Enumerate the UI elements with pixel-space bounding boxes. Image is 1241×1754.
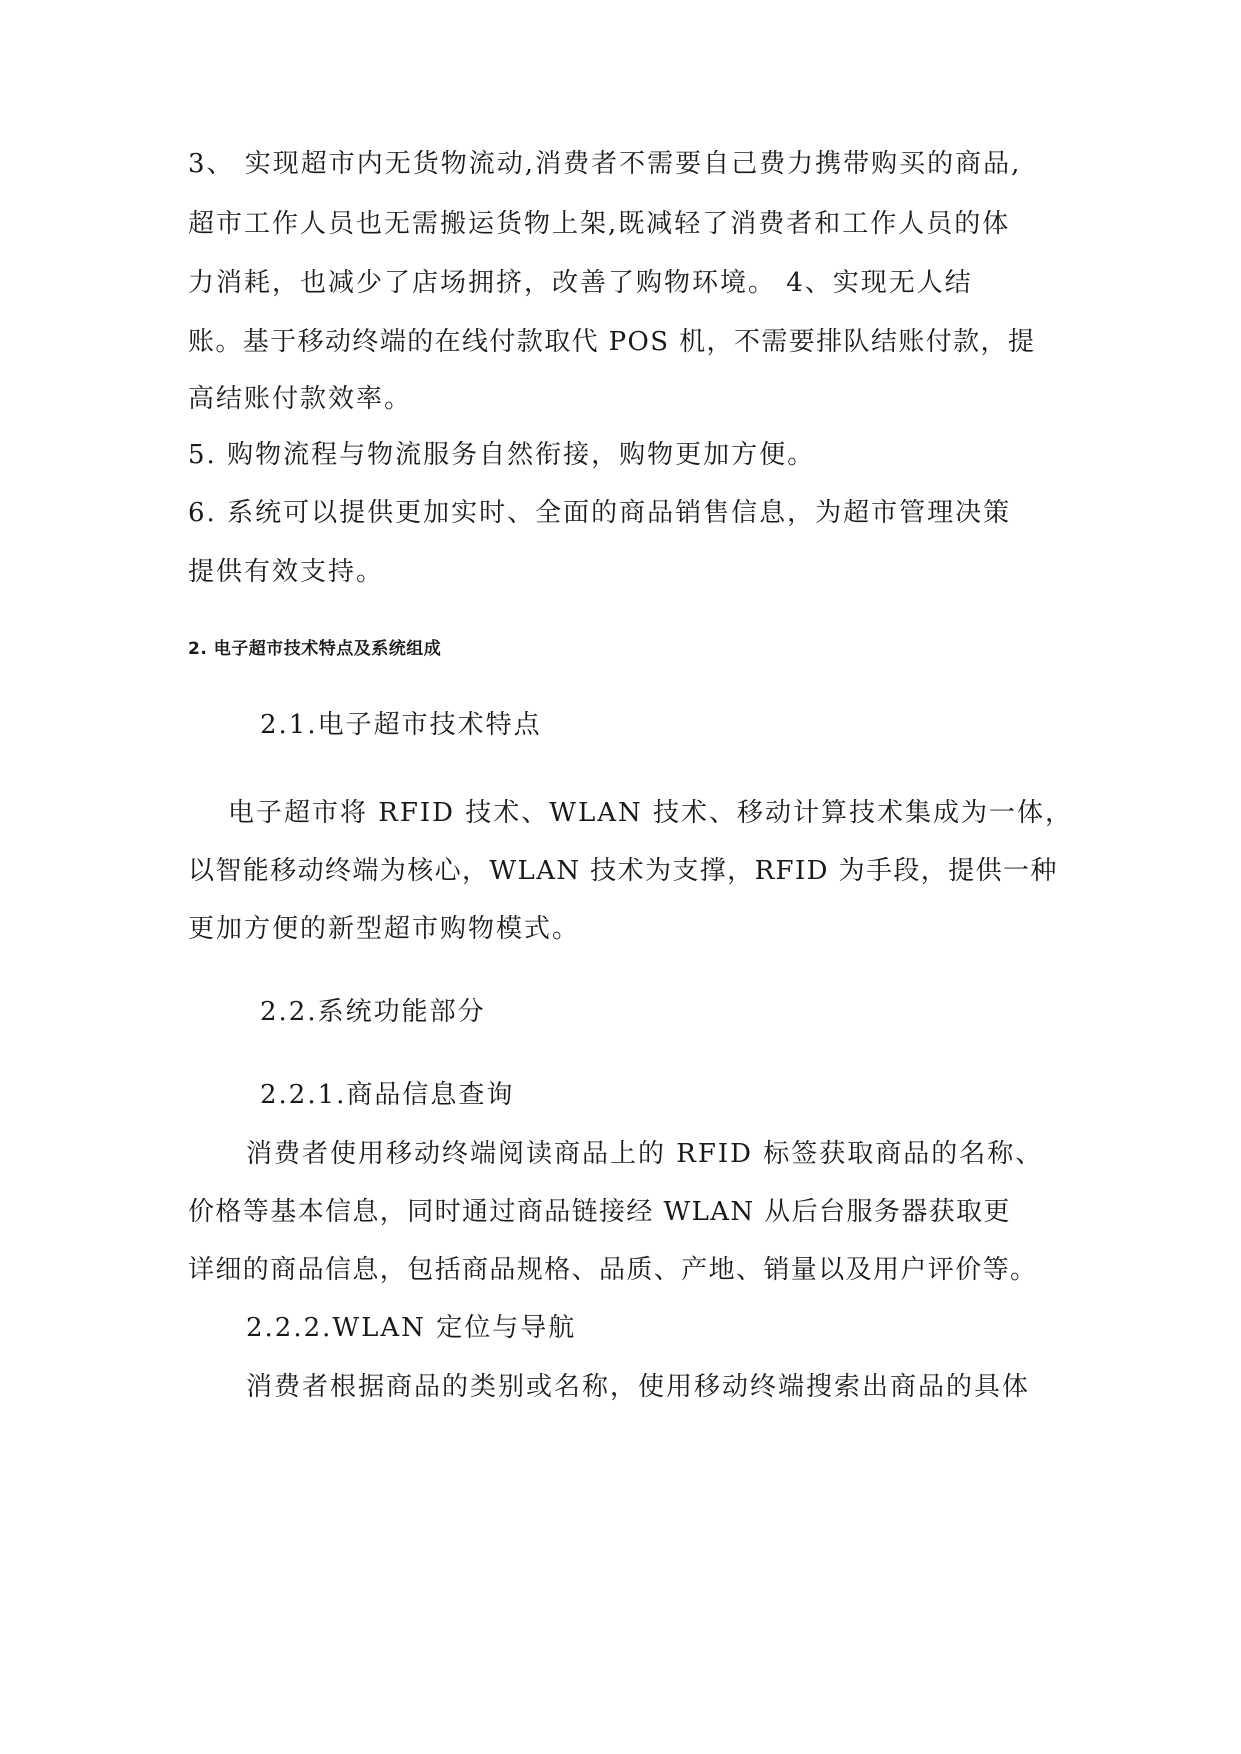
paragraph-line: 更加方便的新型超市购物模式。 — [188, 914, 581, 944]
subsection-heading: 2.2.系统功能部分 — [260, 997, 486, 1027]
paragraph-line: 力消耗，也减少了店场拥挤，改善了购物环境。 4、实现无人结 — [188, 268, 973, 298]
subsection-heading: 2.1.电子超市技术特点 — [260, 710, 542, 740]
paragraph-line: 详细的商品信息，包括商品规格、品质、产地、销量以及用户评价等。 — [188, 1255, 1038, 1285]
paragraph-line: 电子超市将 RFID 技术、WLAN 技术、移动计算技术集成为一体， — [228, 798, 1074, 828]
subsubsection-heading: 2.2.1.商品信息查询 — [260, 1080, 515, 1110]
list-item: 6. 系统可以提供更加实时、全面的商品销售信息，为超市管理决策 — [188, 498, 1012, 528]
paragraph-line: 提供有效支持。 — [188, 557, 385, 587]
paragraph-line: 消费者根据商品的类别或名称，使用移动终端搜索出商品的具体 — [246, 1372, 1031, 1402]
paragraph-line: 以智能移动终端为核心，WLAN 技术为支撑，RFID 为手段，提供一种 — [188, 856, 1058, 886]
section-heading: 2. 电子超市技术特点及系统组成 — [188, 639, 442, 659]
paragraph-line: 账。基于移动终端的在线付款取代 POS 机，不需要排队结账付款，提 — [188, 327, 1036, 357]
paragraph-line: 3、 实现超市内无货物流动,消费者不需要自己费力携带购买的商品, — [188, 149, 1022, 179]
subsubsection-heading: 2.2.2.WLAN 定位与导航 — [246, 1313, 577, 1343]
paragraph-line: 超市工作人员也无需搬运货物上架,既减轻了消费者和工作人员的体 — [188, 209, 1011, 239]
paragraph-line: 价格等基本信息，同时通过商品链接经 WLAN 从后台服务器获取更 — [188, 1197, 1011, 1227]
paragraph-line: 高结账付款效率。 — [188, 384, 413, 414]
list-item: 5. 购物流程与物流服务自然衔接，购物更加方便。 — [188, 440, 816, 470]
paragraph-line: 消费者使用移动终端阅读商品上的 RFID 标签获取商品的名称、 — [246, 1139, 1044, 1169]
